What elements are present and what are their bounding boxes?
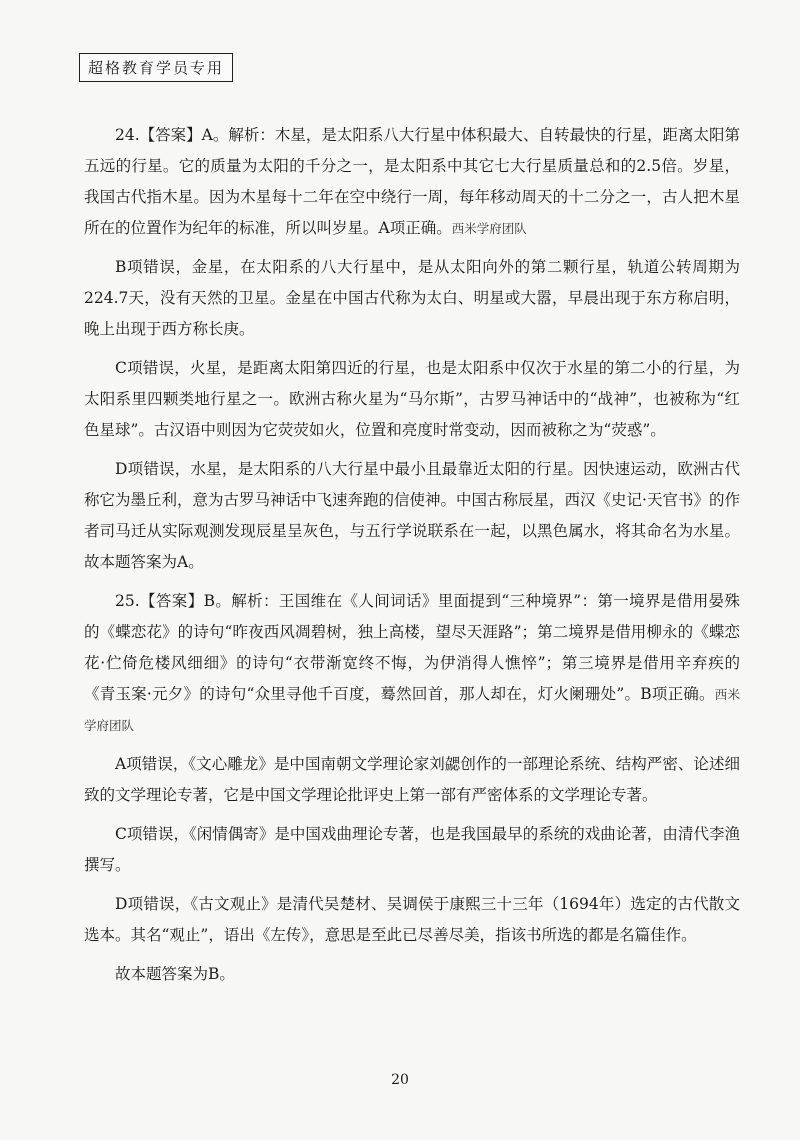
page-number: 20 <box>391 1072 409 1088</box>
paragraph-q25-answer: 25.【答案】B。解析：王国维在《人间词话》里面提到“三种境界”：第一境界是借用晏殊的《蝶恋花》的诗句“昨夜西风凋碧树，独上高楼，望尽天涯路”；第二境界是借用柳永的《蝶恋花·伫倚危楼风细细》的诗句“衣带渐宽终不悔，为伊消得人憔悴”；第三境界是借用辛弃疾的《青玉案·元夕》的诗句“众里寻他千百度，蓦然回首，那人却在，灯火阑珊处”。B项正确。西米学府团队 <box>84 592 740 733</box>
header-stamp: 超格教育学员专用 <box>79 53 233 82</box>
paragraph-q24-option-b: B项错误，金星，在太阳系的八大行星中，是从太阳向外的第二颗行星，轨道公转周期为224.7天，没有天然的卫星。金星在中国古代称为太白、明星或大嚣，早晨出现于东方称启明，晚上出现于西方称长庚。 <box>84 258 740 338</box>
paragraph-q24-option-d: D项错误，水星，是太阳系的八大行星中最小且最靠近太阳的行星。因快速运动，欧洲古代称它为墨丘利，意为古罗马神话中飞速奔跑的信使神。中国古称辰星，西汉《史记·天官书》的作者司马迁从实际观测发现辰星呈灰色，与五行学说联系在一起，以黑色属水，将其命名为水星。故本题答案为A。 <box>84 460 740 571</box>
paragraph-q25-option-a: A项错误，《文心雕龙》是中国南朝文学理论家刘勰创作的一部理论系统、结构严密、论述细致的文学理论专著，它是中国文学理论批评史上第一部有严密体系的文学理论专著。 <box>84 755 740 804</box>
document-body <box>84 120 740 998</box>
paragraph-q24-option-c: C项错误，火星，是距离太阳第四近的行星，也是太阳系中仅次于水星的第二小的行星，为太阳系里四颗类地行星之一。欧洲古称火星为“马尔斯”，古罗马神话中的“战神”，也被称为“红色星球”。古汉语中则因为它荧荧如火，位置和亮度时常变动，因而被称之为“荧惑”。 <box>84 359 740 439</box>
watermark-text: 西米学府团队 <box>84 687 740 733</box>
watermark-text: 西米学府团队 <box>451 221 527 236</box>
paragraph-q24-answer: 24.【答案】A。解析：木星，是太阳系八大行星中体积最大、自转最快的行星，距离太阳第五远的行星。它的质量为太阳的千分之一，是太阳系中其它七大行星质量总和的2.5倍。岁星，我国古代指木星。因为木星每十二年在空中绕行一周，每年移动周天的十二分之一，古人把木星所在的位置作为纪年的标准，所以叫岁星。A项正确。西米学府团队 <box>84 126 740 237</box>
paragraph-q25-conclusion: 故本题答案为B。 <box>115 965 235 983</box>
paragraph-q25-option-d: D项错误，《古文观止》是清代吴楚材、吴调侯于康熙三十三年（1694年）选定的古代散文选本。其名“观止”，语出《左传》，意思是至此已尽善尽美，指该书所选的都是名篇佳作。 <box>84 895 740 944</box>
paragraph-q25-option-c: C项错误，《闲情偶寄》是中国戏曲理论专著，也是我国最早的系统的戏曲论著，由清代李渔撰写。 <box>84 825 740 874</box>
